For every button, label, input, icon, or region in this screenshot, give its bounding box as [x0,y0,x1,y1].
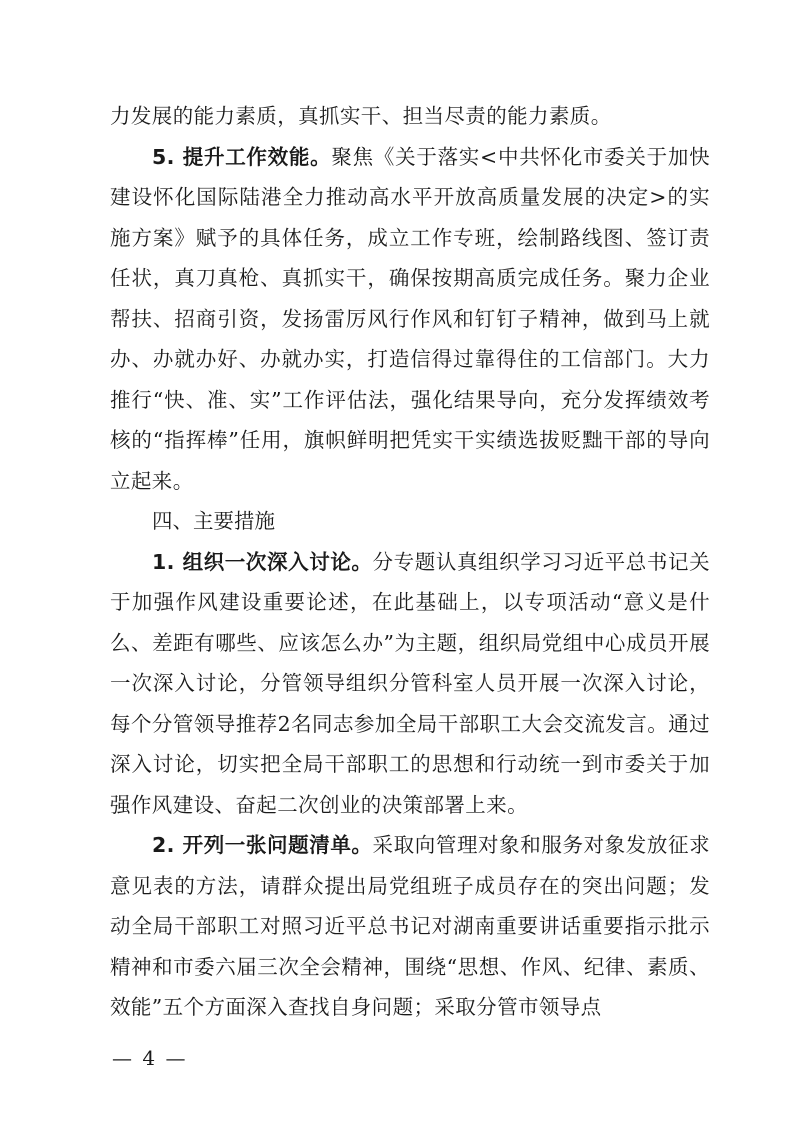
paragraph-problem-list [110,825,710,1028]
paragraph-text: 聚焦《关于落实<中共怀化市委关于加快建设怀化国际陆港全力推动高水平开放高质量发展的决定>的实施方案》赋予的具体任务，成立工作专班，绘制路线图、签订责任状，真刀真枪、真抓实干，确保按期高质完成任务。聚力企业帮扶、招商引资，发扬雷厉风行作风和钉钉子精神，做到马上就办、办就办好、办就办实，打造信得过靠得住的工信部门。大力推行“快、准、实”工作评估法，强化结果导向，充分发挥绩效考核的“指挥棒”任用，旗帜鲜明把凭实干实绩选拔贬黜干部的导向立起来。 [110,144,710,493]
document-body [110,96,710,1028]
page-number: — 4 — [112,1046,188,1070]
section-heading: 四、主要措施 [152,509,275,533]
paragraph-text: 分专题认真组织学习习近平总书记关于加强作风建设重要论述，在此基础上，以专项活动“意义是什么、差距有哪些、应该怎么办”为主题，组织局党组中心成员开展一次深入讨论，分管领导组织分管科室人员开展一次深入讨论，每个分管领导推荐2名同志参加全局干部职工大会交流发言。通过深入讨论，切实把全局干部职工的思想和行动统一到市委关于加强作风建设、奋起二次创业的决策部署上来。 [110,549,710,817]
paragraph-lead: 2. 开列一张问题清单。 [152,833,373,857]
paragraph-text: 力发展的能力素质，真抓实干、担当尽责的能力素质。 [110,104,612,128]
paragraph-continuation [110,96,710,137]
paragraph-text: 采取向管理对象和服务对象发放征求意见表的方法，请群众提出局党组班子成员存在的突出问题；发动全局干部职工对照习近平总书记对湖南重要讲话重要指示批示精神和市委六届三次全会精神，围绕“思想、作风、纪律、素质、效能”五个方面深入查找自身问题；采取分管市领导点 [110,833,710,1019]
paragraph-lead: 1. 组织一次深入讨论。 [152,549,373,574]
paragraph-improve-efficiency [110,137,710,502]
paragraph-lead: 5. 提升工作效能。 [152,144,332,169]
paragraph-discussion [110,542,710,826]
